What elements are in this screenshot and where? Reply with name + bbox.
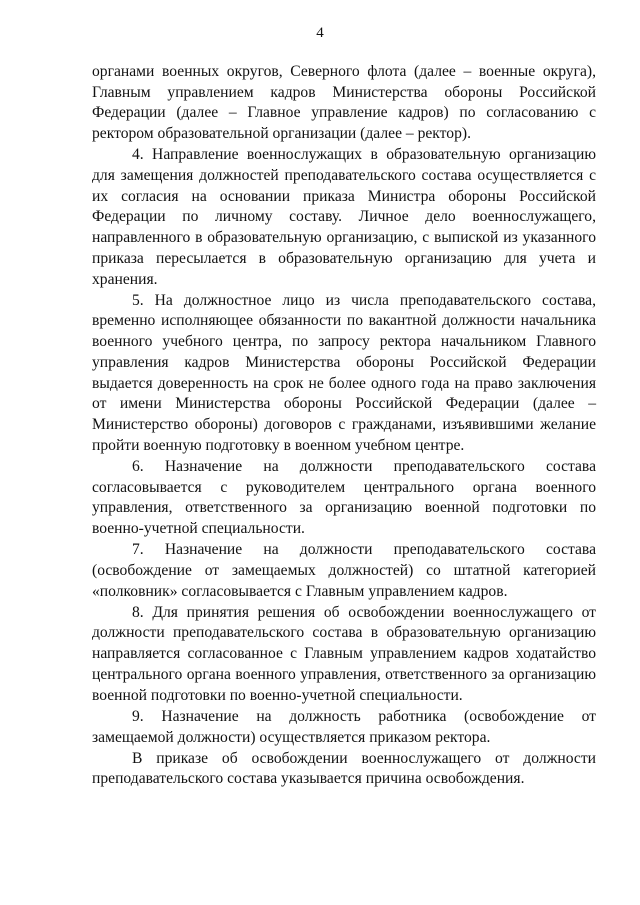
paragraph-item-6: 6. Назначение на должности преподавательского состава согласовывается с руководителем центрального органа военного управления, ответственного за организацию военной подготовки по военно-учетной специальности.: [92, 457, 596, 537]
document-body: [92, 62, 596, 791]
paragraph-item-7: 7. Назначение на должности преподавательского состава (освобождение от замещаемых должностей) со штатной категорией «полковник» согласовывается с Главным управлением кадров.: [92, 541, 596, 600]
paragraph-item-4: 4. Направление военнослужащих в образовательную организацию для замещения должностей преподавательского состава осуществляется с их согласия на основании приказа Министра обороны Российской Федерации по личному составу. Личное дело военнослужащего, направленного в образовательную организацию, с выпиской из указанного приказа пересылается в образовательную организацию для учета и хранения.: [92, 146, 596, 288]
paragraph-item-5: 5. На должностное лицо из числа преподавательского состава, временно исполняющее обязанности по вакантной должности начальника военного учебного центра, по запросу ректора начальником Главного управления кадров Министерства обороны Российской Федерации выдается доверенность на срок не более одного года на право заключения от имени Министерства обороны Российской Федерации (далее – Министерство обороны) договоров с гражданами, изъявившими желание пройти военную подготовку в военном учебном центре.: [92, 291, 596, 454]
paragraph-continuation: органами военных округов, Северного флота (далее – военные округа), Главным управлением кадров Министерства обороны Российской Федерации (далее – Главное управление кадров) по согласованию с ректором образовательной организации (далее – ректор).: [92, 63, 596, 143]
paragraph-item-9: 9. Назначение на должность работника (освобождение от замещаемой должности) осуществляется приказом ректора.: [92, 707, 596, 746]
paragraph-item-8: 8. Для принятия решения об освобождении военнослужащего от должности преподавательского состава в образовательную организацию направляется согласованное с Главным управлением кадров ходатайство центрального органа военного управления, ответственного за организацию военной подготовки по военно-учетной специальности.: [92, 603, 596, 704]
page-number: 4: [316, 25, 324, 41]
paragraph-dismissal-reason: В приказе об освобождении военнослужащего от должности преподавательского состава указывается причина освобождения.: [92, 749, 596, 788]
